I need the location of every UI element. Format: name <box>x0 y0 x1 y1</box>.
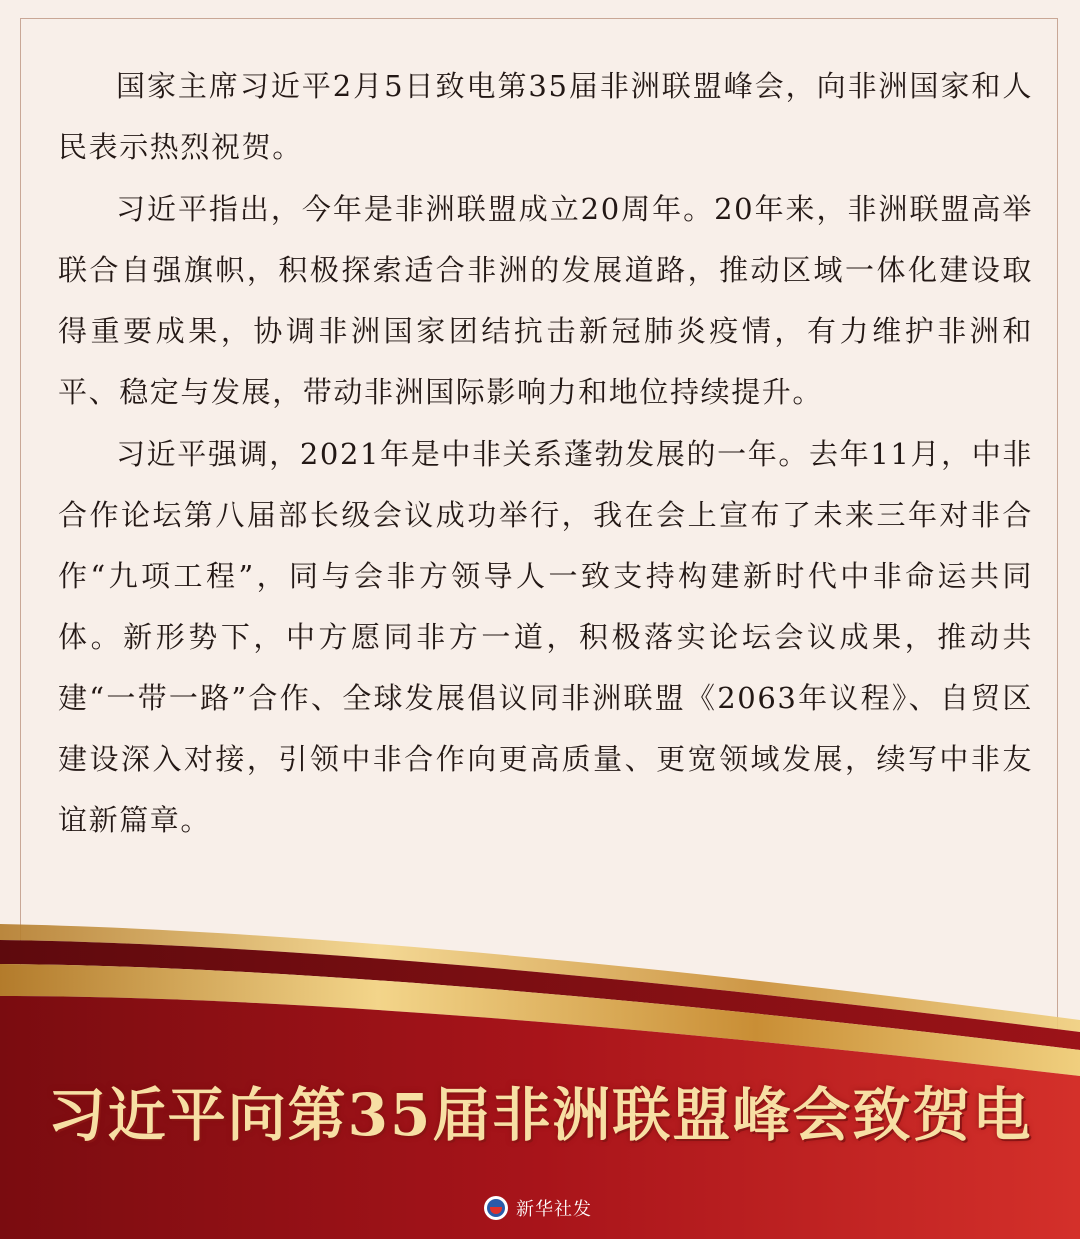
xinhua-logo-icon <box>484 1196 508 1220</box>
article-paragraph: 习近平强调，2021年是中非关系蓬勃发展的一年。去年11月，中非合作论坛第八届部长级会议成功举行，我在会上宣布了未来三年对非合作“九项工程”，同与会非方领导人一致支持构建新时代中非命运共同体。新形势下，中方愿同非方一道，积极落实论坛会议成果，推动共建“一带一路”合作、全球发展倡议同非洲联盟《2063年议程》、自贸区建设深入对接，引领中非合作向更高质量、更宽领域发展，续写中非友谊新篇章。 <box>58 437 1033 837</box>
credit-text: 新华社发 <box>516 1199 592 1220</box>
article-body <box>58 56 1033 852</box>
article-paragraph: 国家主席习近平2月5日致电第35届非洲联盟峰会，向非洲国家和人民表示热烈祝贺。 <box>58 69 1033 164</box>
article-paragraph: 习近平指出，今年是非洲联盟成立20周年。20年来，非洲联盟高举联合自强旗帜，积极探索适合非洲的发展道路，推动区域一体化建设取得重要成果，协调非洲国家团结抗击新冠肺炎疫情，有力维护非洲和平、稳定与发展，带动非洲国际影响力和地位持续提升。 <box>58 192 1033 409</box>
banner-headline: 习近平向第35届非洲联盟峰会致贺电 <box>47 1081 1033 1149</box>
source-credit <box>484 1194 592 1222</box>
